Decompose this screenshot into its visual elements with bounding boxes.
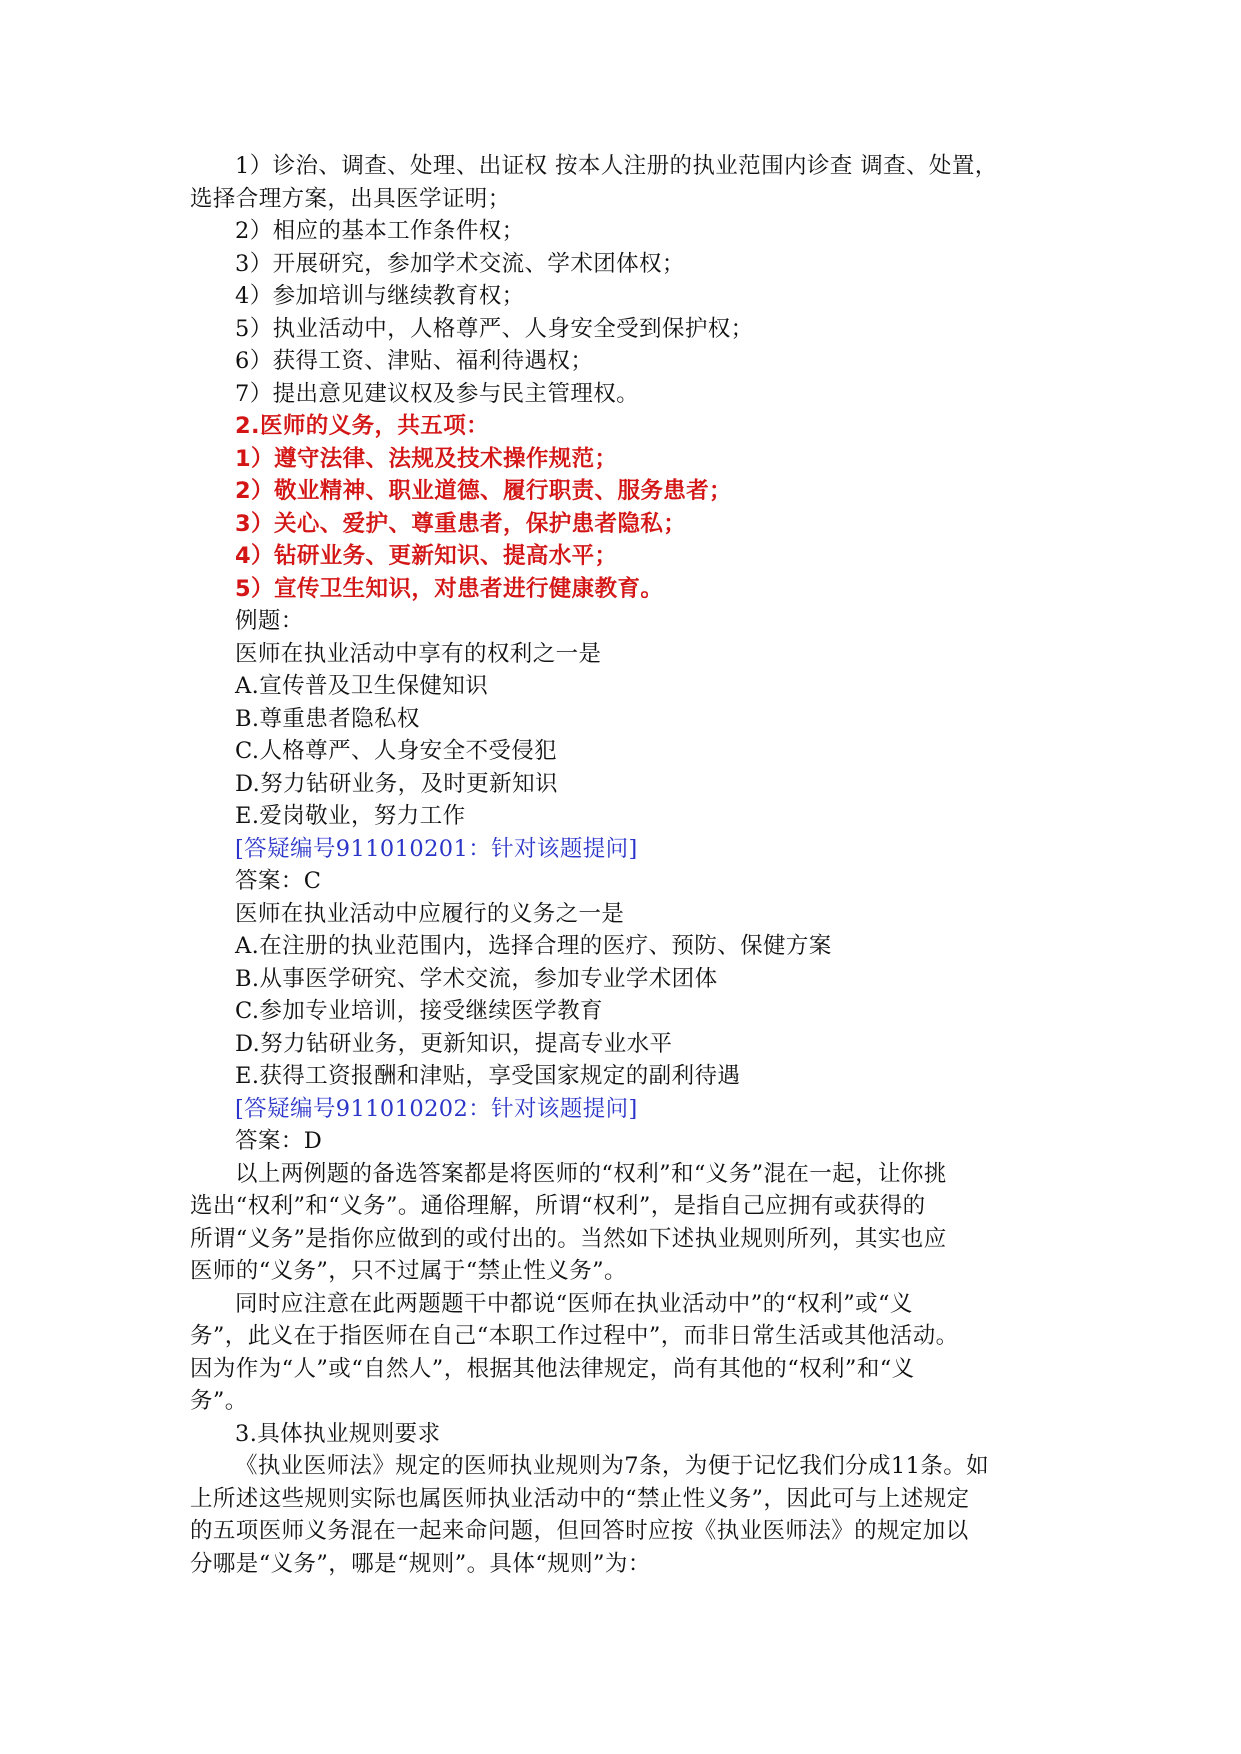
question-stem: 医师在执业活动中享有的权利之一是 [235,640,602,667]
question-answer: 答案：C [235,868,322,894]
section-heading: 3.具体执业规则要求 [235,1420,441,1447]
duty-item: 3）关心、爱护、尊重患者，保护患者隐私； [235,510,687,537]
rights-item: 3）开展研究，参加学术交流、学术团体权； [235,250,685,277]
question-option: D.努力钻研业务，及时更新知识 [235,770,558,797]
duty-item: 4）钻研业务、更新知识、提高水平； [235,543,618,569]
duty-item: 1）遵守法律、法规及技术操作规范； [235,445,618,472]
paragraph-line: 因为作为“人”或“自然人”，根据其他法律规定，尚有其他的“权利”和“义 [190,1355,915,1382]
paragraph-line: 务”，此义在于指医师在自己“本职工作过程中”，而非日常生活或其他活动。 [190,1323,959,1349]
paragraph-line: 同时应注意在此两题题干中都说“医师在执业活动中”的“权利”或“义 [235,1290,913,1317]
rights-item: 7）提出意见建议权及参与民主管理权。 [235,380,640,407]
question-option: C.人格尊严、人身安全不受侵犯 [235,738,558,764]
question-option: E.爱岗敬业，努力工作 [235,803,466,829]
question-option: C.参加专业培训，接受继续医学教育 [235,998,603,1024]
question-option: D.努力钻研业务，更新知识，提高专业水平 [235,1030,673,1057]
question-stem: 医师在执业活动中应履行的义务之一是 [235,900,625,927]
question-option: B.尊重患者隐私权 [235,705,420,732]
question-option: E.获得工资报酬和津贴，享受国家规定的副利待遇 [235,1063,741,1089]
paragraph-line: 务”。 [190,1388,248,1414]
rights-item: 2）相应的基本工作条件权； [235,218,525,244]
duties-heading: 2.医师的义务，共五项： [235,413,490,439]
duty-item: 2）敬业精神、职业道德、履行职责、服务患者； [235,478,732,504]
rights-item: 4）参加培训与继续教育权； [235,283,525,309]
question-option: A.宣传普及卫生保健知识 [235,673,489,699]
question-link[interactable]: [答疑编号911010202：针对该题提问] [235,1095,638,1122]
duty-item: 5）宣传卫生知识，对患者进行健康教育。 [235,575,664,602]
rights-item: 5）执业活动中，人格尊严、人身安全受到保护权； [235,315,754,342]
rights-item: 6）获得工资、津贴、福利待遇权； [235,348,594,374]
paragraph-line: 上所述这些规则实际也属医师执业活动中的“禁止性义务”，因此可与上述规定 [190,1485,970,1512]
paragraph-line: 分哪是“义务”，哪是“规则”。具体“规则”为： [190,1550,651,1577]
examples-label: 例题： [235,608,304,634]
question-option: A.在注册的执业范围内，选择合理的医疗、预防、保健方案 [235,933,832,959]
paragraph-line: 的五项医师义务混在一起来命问题，但回答时应按《执业医师法》的规定加以 [190,1518,969,1544]
paragraph-line: 《执业医师法》规定的医师执业规则为7条，为便于记忆我们分成11条。如 [235,1453,990,1479]
paragraph-line: 选出“权利”和“义务”。通俗理解，所谓“权利”，是指自己应拥有或获得的 [190,1193,926,1219]
rights-item: 1）诊治、调查、处理、出证权 按本人注册的执业范围内诊查 调查、处置， [235,153,998,179]
question-option: B.从事医学研究、学术交流，参加专业学术团体 [235,965,718,992]
question-link[interactable]: [答疑编号911010201：针对该题提问] [235,835,638,862]
rights-item-continuation: 选择合理方案，出具医学证明； [190,185,511,212]
document-page [190,150,1050,1580]
paragraph-line: 以上两例题的备选答案都是将医师的“权利”和“义务”混在一起，让你挑 [235,1160,947,1187]
question-answer: 答案：D [235,1128,323,1154]
paragraph-line: 所谓“义务”是指你应做到的或付出的。当然如下述执业规则所列，其实也应 [190,1225,947,1252]
paragraph-line: 医师的“义务”，只不过属于“禁止性义务”。 [190,1258,627,1284]
